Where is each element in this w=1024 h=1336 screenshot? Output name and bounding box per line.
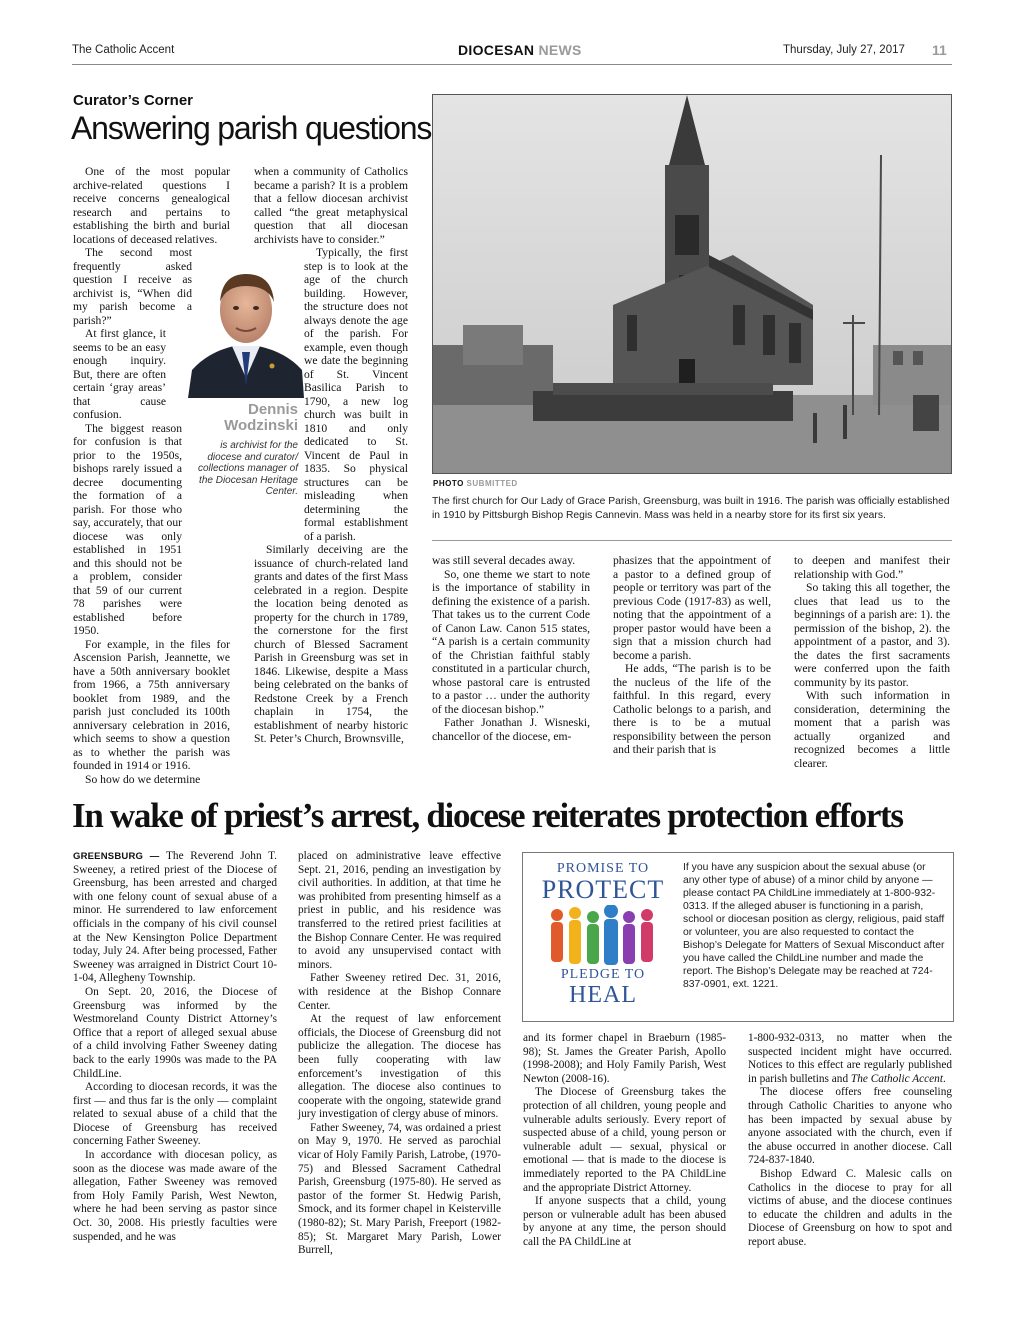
paragraph: So taking this all together, the clues that lead us to the beginnings of a parish are: 1). the permission of the bishop, 2). the appointment of a pastor, and 3). the dates the first sacraments were conferred upon the faith community by its pastor. [794, 581, 950, 689]
header-rule [72, 64, 952, 65]
paragraph: The second most frequently asked question I receive as archivist is, “When did my parish become a parish?” [73, 246, 192, 327]
section-light: NEWS [538, 42, 582, 58]
paragraph: and its former chapel in Braeburn (1985-98); St. James the Greater Parish, Apollo (1998-2008); and Holy Family Parish, West Newton (2008-16). [523, 1032, 726, 1085]
curator-column-2 [254, 165, 408, 746]
publication-name: The Catholic Accent [72, 44, 175, 56]
photo-caption: The first church for Our Lady of Grace Parish, Greensburg, was built in 1916. The parish was officially established in 1910 by Pittsburgh Bishop Regis Cannevin. Mass was held in a nearby store for its first six years. [432, 496, 950, 521]
author-last-name: Wodzinski [224, 417, 298, 434]
paragraph: For example, in the files for Ascension Parish, Jeannette, we have a 50th anniversary booklet from 1966, a 75th anniversary booklet from 1989, and the parish just concluded its 100th anniversary celebration in 2016, which seems to show a question as to whether the parish was founded in 1914 or 1916. [73, 637, 230, 772]
paragraph: Bishop Edward C. Malesic calls on Catholics in the diocese to pray for all victims of abuse, and the diocese continues to educate the children and adults in the Diocese of Greensburg on how to spot and report abuse. [748, 1167, 952, 1248]
headline: In wake of priest’s arrest, diocese reiterates protection efforts [72, 796, 903, 835]
paragraph: Similarly deceiving are the issuance of church-related land grants and dates of the first Mass celebrated in a region. Despite the location being denoted as property for the church in 1789, the cornerstone for the first church of Blessed Sacrament Parish in Greensburg was set in 1846. Likewise, despite a Mass being celebrated on the banks of Redstone Creek by a French chaplain in 1754, the establishment of nearby historic St. Peter’s Church, Brownsville, [254, 543, 408, 745]
paragraph [73, 850, 277, 986]
credit-label: PHOTO [433, 479, 464, 488]
paragraph: The diocese offers free counseling through Catholic Charities to anyone who has been impacted by sexual abuse by anyone associated with the church, even if the abuse occurred in another diocese. Call 724-837-1840. [748, 1086, 952, 1167]
paragraph: was still several decades away. [432, 554, 576, 567]
caption-rule [432, 540, 952, 541]
paragraph: to deepen and manifest their relationship with God.” [794, 554, 950, 581]
text: . [942, 1072, 946, 1085]
paragraph: On Sept. 20, 2016, the Diocese of Greensburg was informed by the Westmoreland County District Attorney’s Office that a report of alleged sexual abuse of a child involving Father Sweeney dating back to the early 1990s was made to the PA ChildLine. [73, 985, 277, 1080]
paragraph: phasizes that the appointment of a pastor to a defined group of people or territory was part of the previous Code (1917-83) as well, noting that the appointment of a proper pastor would have been a sign that a mission church had become a parish. [613, 554, 771, 662]
paragraph: Father Sweeney, 74, was ordained a priest on May 9, 1970. He served as parochial vicar of Holy Family Parish, Latrobe, (1970-75) and Blessed Sacrament Cathedral Parish, Greensburg (1975-80). He served as pastor of the former St. Hedwig Parish, Smock, and its former chapel in Keisterville (1980-82); St. Mary Parish, Freeport (1982-85); St. Margaret Mary Parish, Lower Burrell, [298, 1121, 501, 1257]
paragraph: If anyone suspects that a child, young person or vulnerable adult has been abused by anyone at any time, the person should call the PA ChildLine at [523, 1195, 726, 1248]
promise-logo [531, 861, 675, 1013]
author-bio: is archivist for the diocese and curator/ collections manager of the Diocesan Heritage Center. [197, 440, 298, 497]
paragraph: Father Jonathan J. Wisneski, chancellor of the diocese, em- [432, 716, 590, 743]
promo-text: If you have any suspicion about the sexual abuse (or any other type of abuse) of a minor child by anyone — please contact PA ChildLine immediately at 1-800-932-0313. If the alleged abuser is functioning in a parish, school or diocesan position as clergy, religious, paid staff or volunteer, you are also requested to contact the Bishop’s Delegate for Matters of Sexual Misconduct after you have called the ChildLine number and made the report. The Bishop’s Delegate may be reached at 724-837-0901, ext. 1221. [683, 862, 945, 990]
arrest-column-4 [748, 1032, 952, 1250]
paragraph: when a community of Catholics became a parish? It is a problem that a fellow diocesan archivist called “the great metaphysical question that all diocesan archivists have to consider.” [254, 165, 408, 246]
article-title: Answering parish questions [71, 110, 432, 146]
issue-date: Thursday, July 27, 2017 [783, 44, 905, 56]
page-number: 11 [932, 42, 947, 58]
paragraph: The Diocese of Greensburg takes the protection of all children, young people and vulnerable adults seriously. Every report of suspected abuse of a child, young person or vulnerable adult — sexual, physical or emotional — that is made to the diocese is immediately reported to the PA ChildLine and the appropriate District Attorney. [523, 1086, 726, 1194]
paragraph: At the request of law enforcement officials, the Diocese of Greensburg did not publicize the allegation. The diocese has been fully cooperating with law enforcement’s investigation of this allegation. The diocese also continues to cooperate with the ongoing, statewide grand jury investigation of clergy abuse of minors. [298, 1013, 501, 1121]
children-figures-icon [543, 905, 663, 967]
paragraph: So, one theme we start to note is the importance of stability in defining the existence of a parish. That takes us to the current Code of Canon Law. Canon 515 states, “A parish is a certain community of the Christian faithful stably constituted in a particular church, whose pastoral care is entrusted to a pastor … under the authority of the diocesan bishop.” [432, 567, 590, 716]
arrest-column-1 [73, 850, 277, 1244]
author-first-name: Dennis [247, 401, 298, 418]
logo-line-4: HEAL [569, 982, 637, 1008]
logo-line-1: PROMISE TO [556, 861, 650, 876]
curator-column-5 [794, 554, 950, 770]
paragraph: At first glance, it seems to be an easy enough inquiry. But, there are often certain ‘gray areas’ that cause confusion. [73, 327, 166, 421]
paragraph: Typically, the first step is to look at the age of the church building. However, the structure does not always denote the age of the parish. For example, even though we date the beginning of St. Vincent Basilica Parish to 1790, a new log church was built in 1810 and only dedicated to St. Vincent de Paul in 1835. So physical structures can be misleading when determining the formal establishment of a parish. [304, 246, 408, 543]
publication-title: The Catholic Accent [850, 1072, 943, 1085]
church-photo [432, 94, 952, 474]
paragraph: Father Sweeney retired Dec. 31, 2016, with residence at the Bishop Connare Center. [298, 972, 501, 1012]
photo-credit [433, 479, 518, 488]
paragraph: So how do we determine [85, 772, 201, 786]
section-bold: DIOCESAN [458, 42, 535, 58]
promise-to-protect-box [522, 852, 954, 1022]
curator-column-4 [613, 554, 771, 757]
lead-text: The Reverend John T. Sweeney, a retired priest of the Diocese of Greensburg, has been arrested and charged with one felony count of sexual abuse of a minor. He surrendered to law enforcement officials in the company of his civil counsel at the New Kensington Police Department today, July 24. After being processed, Father Sweeney was arraigned in District Court 10-1-04, Allegheny Township. [73, 850, 277, 985]
logo-line-2: PROTECT [541, 875, 665, 904]
paragraph [748, 1032, 952, 1086]
paragraph: One of the most popular archive-related questions I receive concerns genealogical research and pertains to establishing the birth and burial locations of deceased relatives. [73, 165, 230, 246]
paragraph: With such information in consideration, determining the moment that a parish was actually organized and recognized becomes a little clearer. [794, 689, 950, 770]
paragraph: In accordance with diocesan policy, as soon as the diocese was made aware of the allegation, Father Sweeney was removed from Holy Family Parish, West Newton, where he had been serving as pastor since Oct. 30, 2008. His priestly faculties were suspended, and he was [73, 1149, 277, 1243]
dateline: GREENSBURG — [73, 851, 160, 862]
curator-column-3 [432, 554, 590, 743]
column-kicker: Curator’s Corner [73, 92, 194, 109]
paragraph: The biggest reason for confusion is that prior to the 1950s, bishops rarely issued a decree documenting the formation of a parish. For those who say, accurately, that our diocese was only established in 1951 and this should not be a problem, consider that 59 of our current 78 parishes were established before 1950. [73, 421, 182, 637]
credit-source: SUBMITTED [466, 479, 518, 488]
section-label [458, 42, 582, 58]
arrest-column-2 [298, 850, 501, 1258]
logo-line-3: PLEDGE TO [560, 967, 646, 982]
paragraph: According to diocesan records, it was the first — and thus far is the only — complaint related to sexual abuse of a child that the Diocese of Greensburg has received concerning Father Sweeney. [73, 1081, 277, 1148]
paragraph: placed on administrative leave effective Sept. 21, 2016, pending an investigation by civil authorities. In addition, at that time he was prohibited from presenting himself as a priest in public, and his residence was transferred to the retired priest facilities at the Bishop Connare Center. He was required to avoid any unsupervised contact with minors. [298, 850, 501, 971]
arrest-column-3 [523, 1032, 726, 1250]
paragraph: He adds, “The parish is to be the nucleus of the life of the faithful. In this regard, every Catholic belongs to a parish, and there is to be a mutual responsibility between the person and their parish that is [613, 662, 771, 756]
text: 1-800-932-0313, no matter when the suspected incident might have occurred. Notices to this effect are regularly published in parish bulletins and [748, 1032, 952, 1085]
